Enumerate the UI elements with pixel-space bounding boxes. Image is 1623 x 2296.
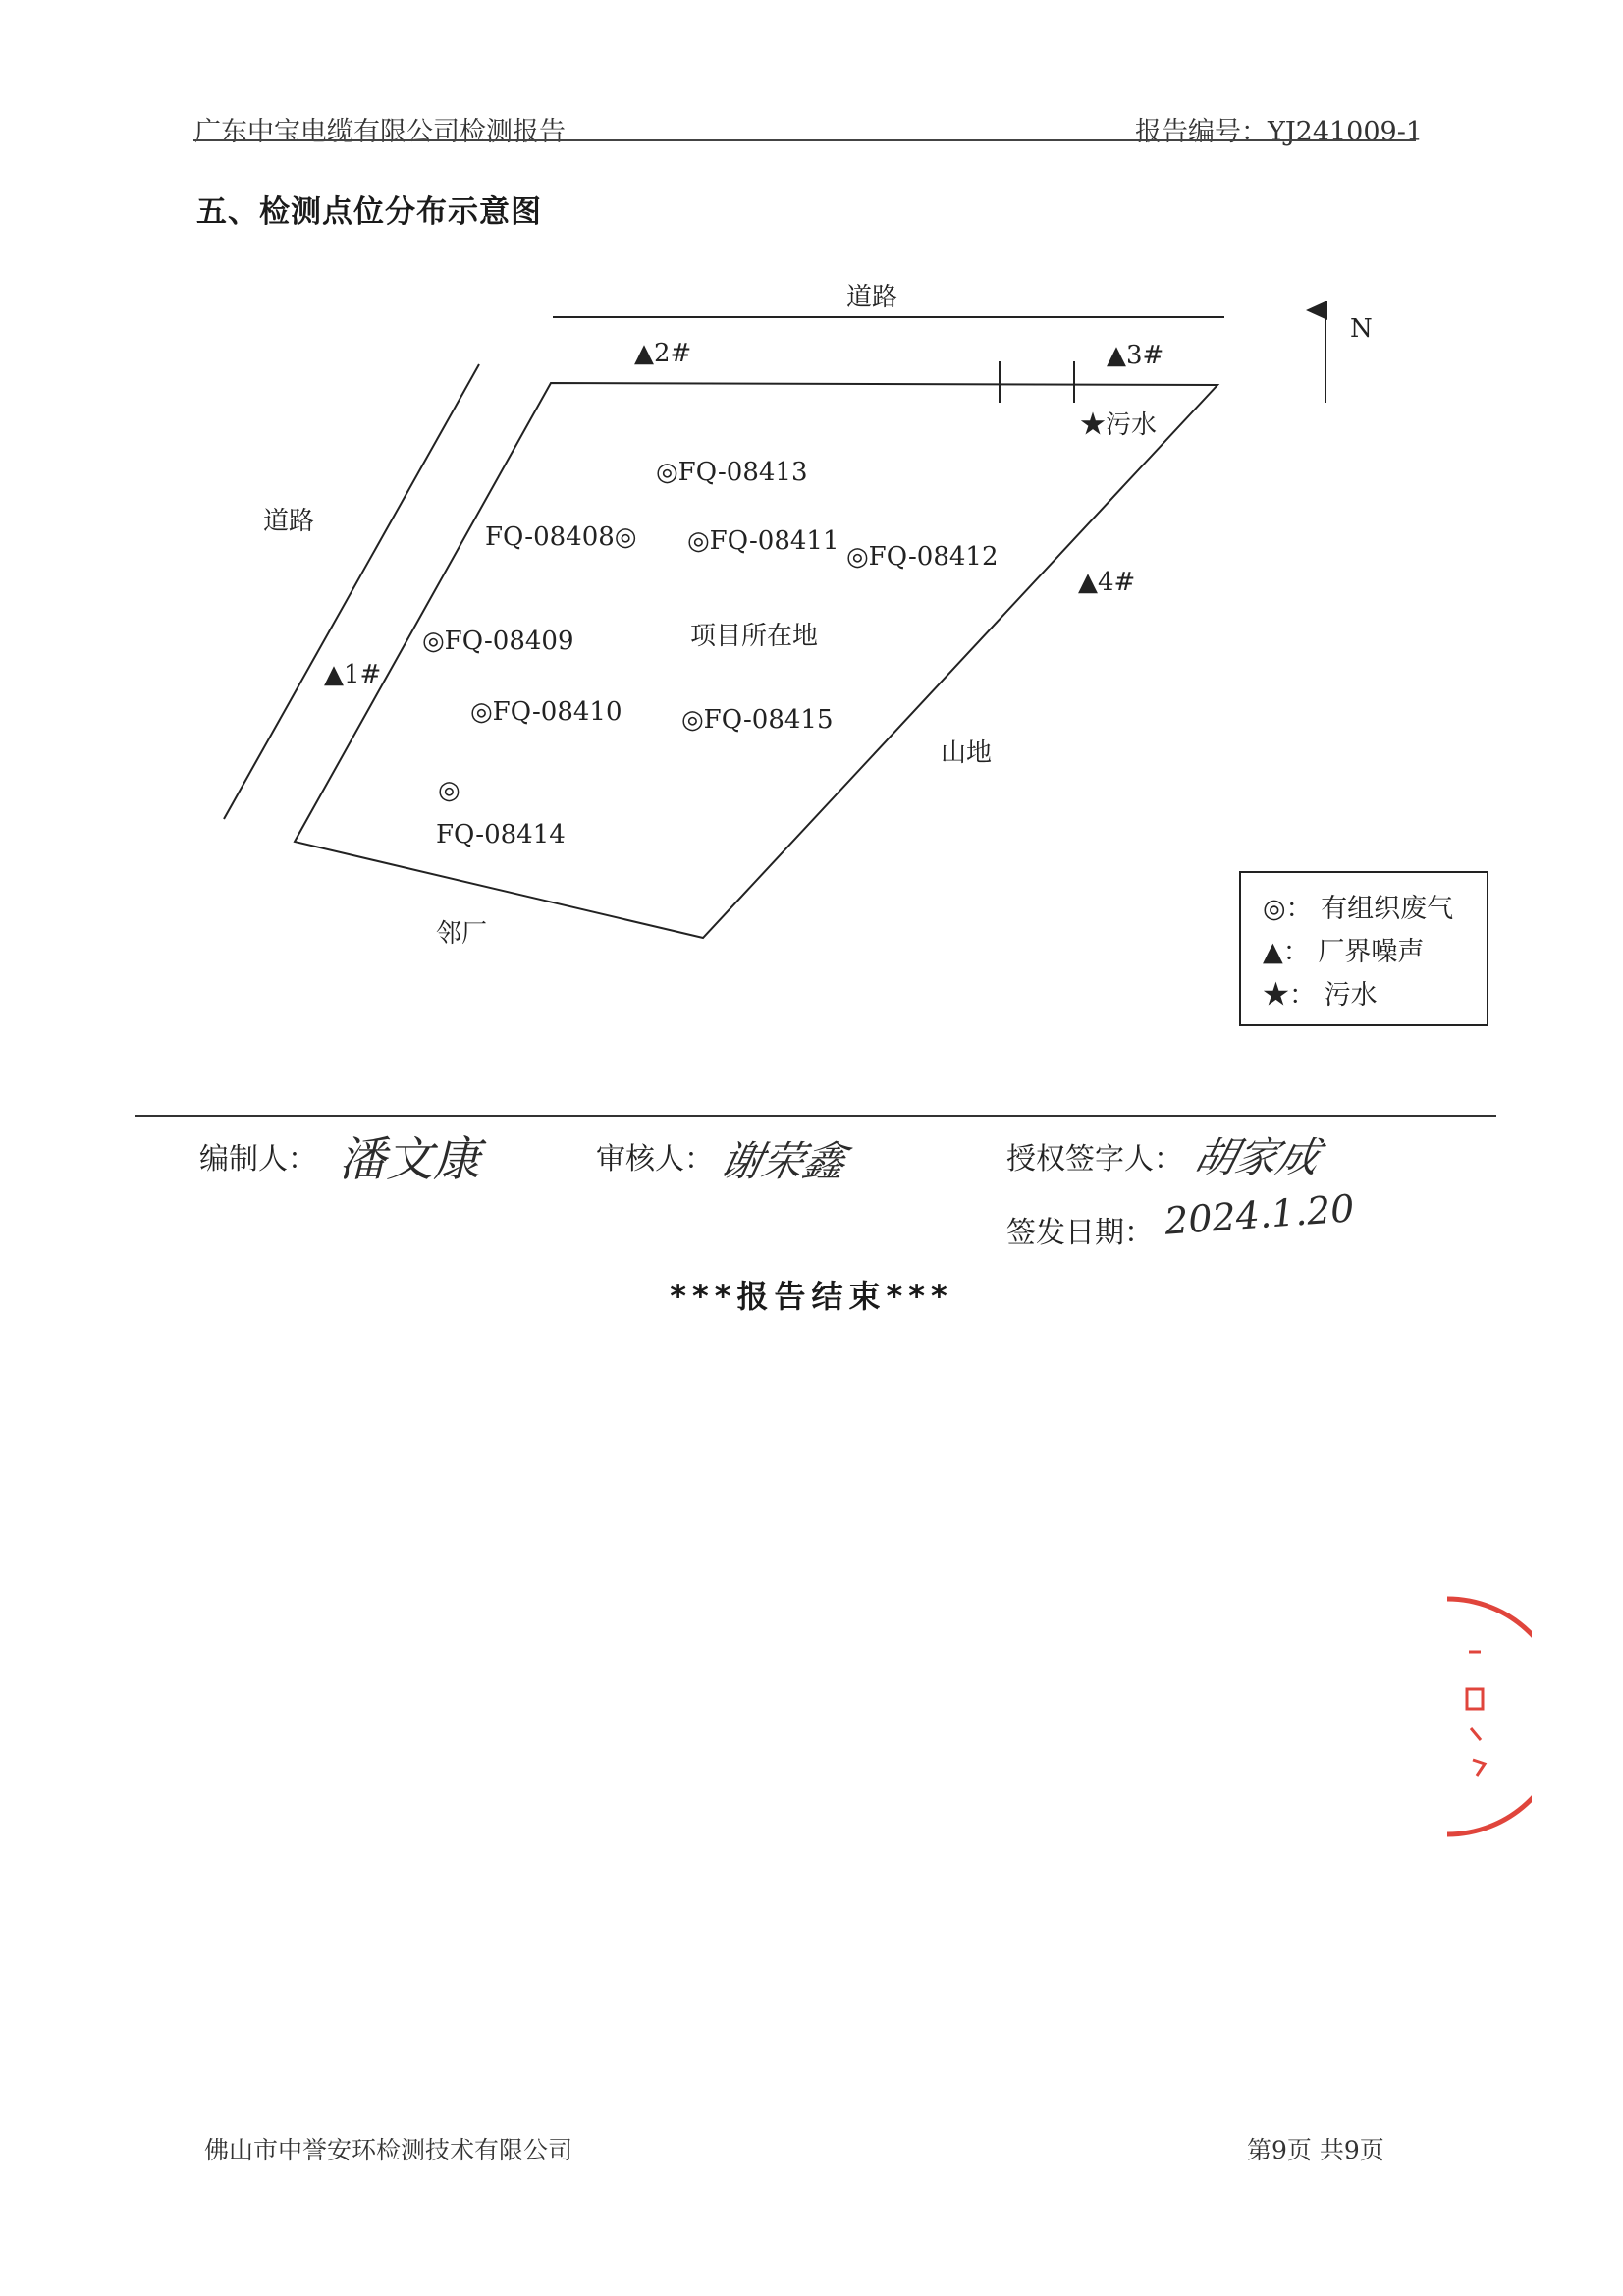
map-legend: [1239, 871, 1488, 1026]
neighbor-factory-label: 邻厂: [436, 919, 488, 949]
approver-signature: 胡家成: [1189, 1133, 1325, 1181]
noise-point-4: ▲4#: [1078, 568, 1136, 597]
footer-page-number: 第9页 共9页: [1247, 2136, 1384, 2164]
footer-company: 佛山市中誉安环检测技术有限公司: [204, 2136, 573, 2164]
signature-rule: [135, 1115, 1496, 1117]
field-label: 山地: [941, 738, 993, 768]
noise-point-1: ▲1#: [324, 660, 382, 689]
legend-water: ★： 污水: [1263, 980, 1378, 1011]
gas-point-08411: ◎FQ-08411: [687, 526, 839, 556]
preparer-label: 编制人：: [199, 1142, 317, 1176]
road-top-label: 道路: [846, 283, 898, 312]
north-label: N: [1350, 314, 1373, 344]
sewage-point: ★污水: [1080, 410, 1158, 440]
gas-point-08413: ◎FQ-08413: [656, 458, 808, 487]
project-site-label: 项目所在地: [690, 622, 819, 651]
company-seal-stamp: [1414, 1591, 1532, 1846]
legend-gas: ◎： 有组织废气: [1263, 894, 1454, 924]
section-title: 五、检测点位分布示意图: [196, 194, 542, 230]
road-left-label: 道路: [263, 507, 315, 536]
noise-point-2: ▲2#: [634, 339, 692, 368]
gas-point-08408: FQ-08408◎: [485, 522, 637, 552]
legend-noise: ▲： 厂界噪声: [1263, 937, 1425, 967]
issue-date: 2024.1.20: [1163, 1186, 1356, 1243]
noise-point-3: ▲3#: [1107, 341, 1164, 370]
header-company-report: 广东中宝电缆有限公司检测报告: [194, 117, 566, 147]
reviewer-label: 审核人：: [596, 1142, 714, 1176]
gas-point-08414-symbol: ◎: [438, 776, 460, 805]
approver-label: 授权签字人：: [1006, 1142, 1183, 1176]
gas-point-08409: ◎FQ-08409: [422, 627, 574, 656]
gas-point-08414: FQ-08414: [436, 820, 566, 849]
header-report-number: 报告编号：YJ241009-1: [1135, 117, 1424, 147]
report-end-marker: ***报告结束***: [670, 1278, 953, 1315]
preparer-signature: 潘文康: [339, 1132, 481, 1187]
gas-point-08410: ◎FQ-08410: [470, 697, 622, 727]
gas-point-08415: ◎FQ-08415: [681, 705, 834, 735]
issue-date-label: 签发日期：: [1006, 1216, 1154, 1250]
reviewer-signature: 谢荣鑫: [716, 1137, 850, 1185]
left-road-line: [224, 364, 479, 819]
gas-point-08412: ◎FQ-08412: [846, 542, 999, 572]
